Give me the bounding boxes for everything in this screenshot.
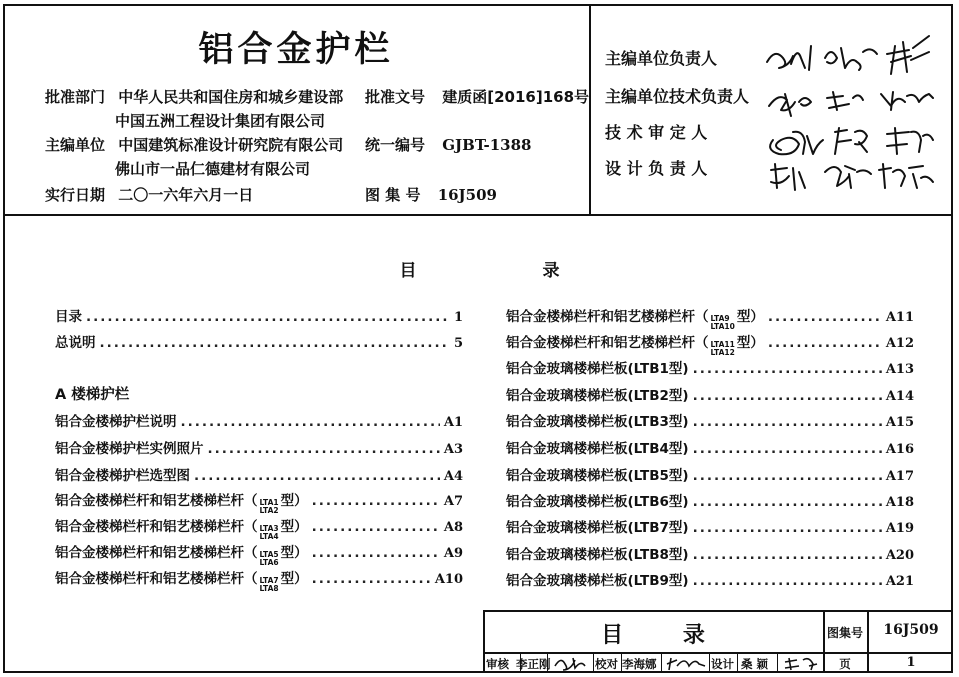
approval-doc-row bbox=[365, 86, 589, 107]
check-name: 李海娜 bbox=[622, 657, 657, 671]
title-block bbox=[483, 610, 953, 673]
toc-entry[interactable]: 铝合金楼梯栏杆和铝艺楼梯栏杆（ LTA1 LTA2 型） ..... A7 bbox=[55, 489, 463, 515]
toc-entry[interactable]: 铝合金楼梯栏杆和铝艺楼梯栏杆（ LTA3 LTA4 型） ..... A8 bbox=[55, 515, 463, 541]
review-name: 李正刚 bbox=[516, 657, 551, 671]
toc-entry[interactable]: 目录 ..... 1 bbox=[55, 305, 463, 325]
toc-entry[interactable]: 铝合金楼梯栏杆和铝艺楼梯栏杆（ LTA7 LTA8 型） ..... A10 bbox=[55, 567, 463, 593]
review-signature bbox=[553, 654, 589, 672]
effective-value: 二〇一六年六月一日 bbox=[118, 186, 254, 204]
unified-no-label: 统一编号 bbox=[365, 136, 426, 154]
main-title: 铝合金护栏 bbox=[198, 30, 394, 70]
toc-entry[interactable]: 总说明 ..... 5 bbox=[55, 331, 463, 351]
responsible-review: 技 术 审 定 人 bbox=[605, 123, 708, 142]
design-name: 桑 颖 bbox=[741, 657, 769, 671]
atlas-label: 图 集 号 bbox=[365, 186, 421, 204]
page-label: 页 bbox=[839, 657, 851, 671]
design-signature bbox=[781, 654, 821, 672]
effective-row bbox=[45, 184, 253, 205]
responsible-chief-unit: 主编单位负责人 bbox=[605, 49, 718, 68]
approval-doc-label: 批准文号 bbox=[365, 88, 426, 106]
page-value: 1 bbox=[906, 655, 916, 670]
header-divider bbox=[589, 4, 591, 214]
unified-no-value: GJBT-1388 bbox=[442, 136, 532, 154]
signatures-image bbox=[763, 32, 948, 208]
approval-dept-label: 批准部门 bbox=[45, 88, 106, 106]
responsible-tech: 主编单位技术负责人 bbox=[605, 87, 750, 106]
approval-doc-value: 建质函[2016]168号 bbox=[442, 88, 590, 106]
co-editor: 中国五洲工程设计集团有限公司 bbox=[115, 112, 326, 130]
chief-unit-value: 中国建筑标准设计研究院有限公司 bbox=[118, 136, 344, 154]
check-label: 校对 bbox=[595, 657, 618, 671]
section-heading: A 楼梯护栏 bbox=[55, 387, 130, 403]
toc-entry[interactable]: 铝合金楼梯栏杆和铝艺楼梯栏杆（ LTA5 LTA6 型） ..... A9 bbox=[55, 541, 463, 567]
toc-entry[interactable]: 铝合金玻璃楼梯栏板(LTB6型) ..... A18 bbox=[506, 490, 914, 510]
toc-entry[interactable]: 铝合金玻璃楼梯栏板(LTB7型) ..... A19 bbox=[506, 516, 914, 536]
approval-info bbox=[3, 4, 589, 214]
toc-title: 目 录 bbox=[399, 261, 620, 281]
toc-entry[interactable]: 铝合金楼梯栏杆和铝艺楼梯栏杆（ LTA9 LTA10 型） ..... A11 bbox=[506, 305, 914, 331]
toc-entry[interactable]: 铝合金玻璃楼梯栏板(LTB4型) ..... A16 bbox=[506, 437, 914, 457]
responsible-design: 设 计 负 责 人 bbox=[605, 159, 708, 178]
toc-entry[interactable]: 铝合金玻璃楼梯栏板(LTB8型) ..... A20 bbox=[506, 543, 914, 563]
toc-entry[interactable]: 铝合金玻璃楼梯栏板(LTB9型) ..... A21 bbox=[506, 569, 914, 589]
header-block bbox=[3, 4, 953, 216]
toc-entry[interactable]: 铝合金楼梯护栏选型图 ..... A4 bbox=[55, 464, 463, 484]
toc-entry[interactable]: 铝合金玻璃楼梯栏板(LTB2型) ..... A14 bbox=[506, 384, 914, 404]
check-signature bbox=[665, 654, 707, 672]
toc-entry[interactable]: 铝合金玻璃楼梯栏板(LTB1型) ..... A13 bbox=[506, 357, 914, 377]
responsibles-block bbox=[593, 4, 951, 214]
design-label: 设计 bbox=[711, 657, 734, 671]
chief-unit-row bbox=[45, 134, 343, 155]
toc-entry[interactable]: 铝合金楼梯栏杆和铝艺楼梯栏杆（ LTA11 LTA12 型） ..... A12 bbox=[506, 331, 914, 357]
toc-entry[interactable]: 铝合金玻璃楼梯栏板(LTB3型) ..... A15 bbox=[506, 410, 914, 430]
atlas-no-label: 图集号 bbox=[827, 626, 864, 640]
chief-unit-label: 主编单位 bbox=[45, 136, 106, 154]
toc-entry[interactable]: 铝合金楼梯护栏实例照片 ..... A3 bbox=[55, 437, 463, 457]
effective-label: 实行日期 bbox=[45, 186, 106, 204]
approval-dept-value: 中华人民共和国住房和城乡建设部 bbox=[118, 88, 344, 106]
approval-dept-row bbox=[45, 86, 343, 107]
atlas-row bbox=[365, 184, 497, 205]
unified-no-row bbox=[365, 134, 532, 155]
toc-entry[interactable]: 铝合金玻璃楼梯栏板(LTB5型) ..... A17 bbox=[506, 464, 914, 484]
review-label: 审核 bbox=[486, 657, 509, 671]
sheet-title: 目 录 bbox=[601, 623, 731, 648]
atlas-no-value: 16J509 bbox=[883, 622, 939, 638]
co-editor-2: 佛山市一品仁德建材有限公司 bbox=[115, 160, 311, 178]
toc-entry[interactable]: 铝合金楼梯护栏说明 ..... A1 bbox=[55, 410, 463, 430]
atlas-value: 16J509 bbox=[437, 186, 497, 204]
